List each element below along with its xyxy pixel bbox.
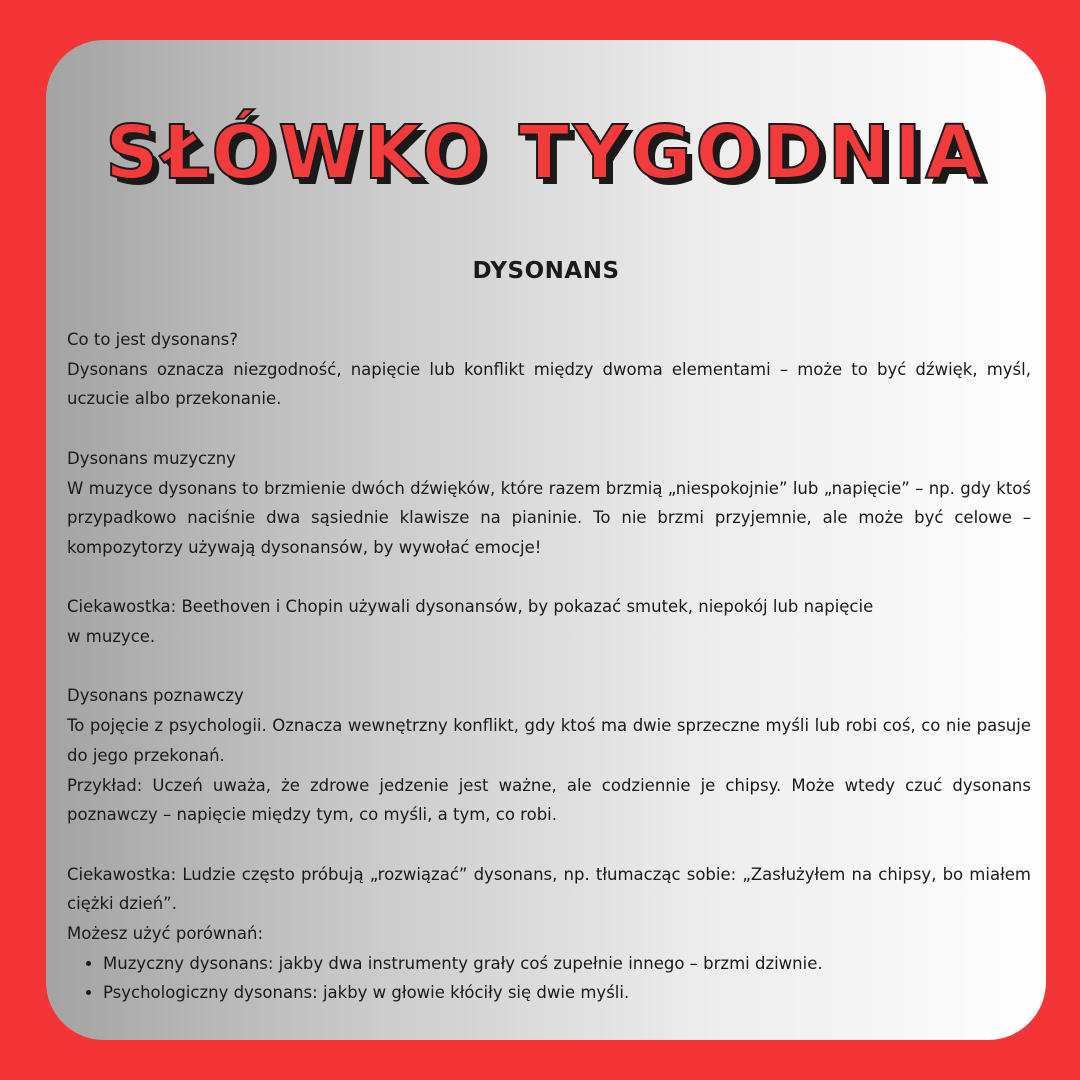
fact1-line1: Ciekawostka: Beethoven i Chopin używali dysonansów, by pokazać smutek, niepokój lub napięcie [67, 597, 874, 617]
content-card [46, 40, 1046, 1040]
definition-text: Dysonans oznacza niezgodność, napięcie lub konflikt między dwoma elementami – może to być dźwięk, myśl, uczucie albo przekonanie. [67, 359, 1031, 409]
compare-heading: Możesz użyć porównań: [67, 924, 264, 943]
list-item: • Muzyczny dysonans: jakby dwa instrumenty grały coś zupełnie innego – brzmi dziwnie. [103, 949, 1031, 979]
fact2-text: Ciekawostka: Ludzie często próbują „rozwiązać” dysonans, np. tłumacząc sobie: „Zasłużyłem na chipsy, bo miałem ciężki dzień”. [67, 864, 1031, 914]
article-body [67, 325, 1031, 1008]
music-text: W muzyce dysonans to brzmienie dwóch dźwięków, które razem brzmią „niespokojnie” lub „napięcie” – np. gdy ktoś przypadkowo naciśnie dwa sąsiednie klawisze na pianinie. To nie brzmi przyjemnie, ale może być celowe – kompozytorzy używają dysonansów, by wywołać emocje! [67, 478, 1031, 557]
cognitive-heading: Dysonans poznawczy [67, 686, 244, 706]
compare-list [67, 949, 1031, 1008]
cognitive-text: To pojęcie z psychologii. Oznacza wewnętrzny konflikt, gdy ktoś ma dwie sprzeczne myśli lub robi coś, co nie pasuje do jego przekonań. [67, 716, 1031, 765]
fact1-line2: w muzyce. [67, 627, 156, 646]
word-heading: DYSONANS [472, 258, 620, 284]
page-title: SŁÓWKO TYGODNIA [105, 110, 987, 196]
music-heading: Dysonans muzyczny [67, 448, 236, 468]
list-item: • Psychologiczny dysonans: jakby w głowie kłóciły się dwie myśli. [103, 978, 1031, 1008]
question-heading: Co to jest dysonans? [67, 330, 239, 349]
example-text: Przykład: Uczeń uważa, że zdrowe jedzenie jest ważne, ale codziennie je chipsy. Może wtedy czuć dysonans poznawczy – napięcie między tym, co myśli, a tym, co robi. [67, 775, 1031, 825]
